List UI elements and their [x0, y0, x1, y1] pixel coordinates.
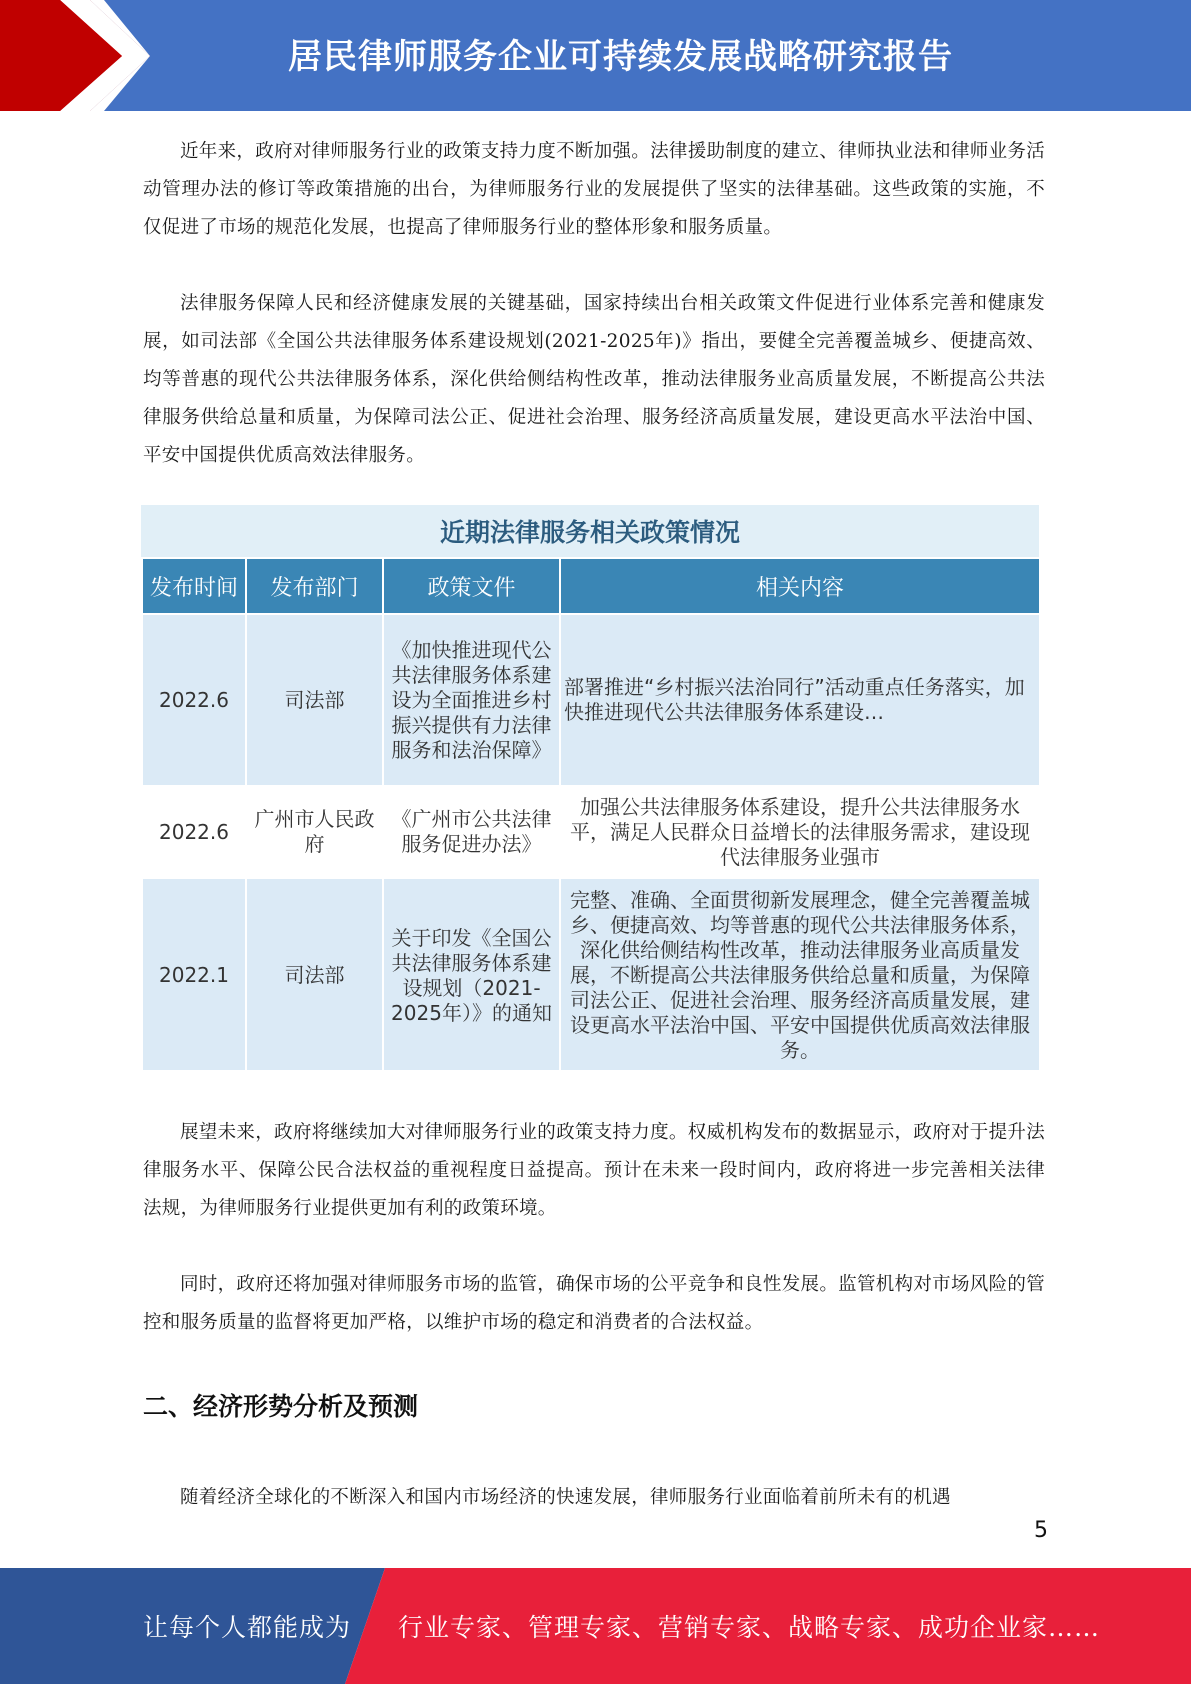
paragraph-block-3	[143, 1114, 1045, 1228]
policy-table-header-row	[142, 558, 1039, 614]
paragraph-5: 随着经济全球化的不断深入和国内市场经济的快速发展，律师服务行业面临着前所未有的机遇	[180, 1487, 951, 1508]
header-title: 居民律师服务企业可持续发展战略研究报告	[288, 36, 953, 77]
cell-content: 完整、准确、全面贯彻新发展理念，健全完善覆盖城乡、便捷高效、均等普惠的现代公共法律服务体系，深化供给侧结构性改革，推动法律服务业高质量发展，不断提高公共法律服务供给总量和质量，为保障司法公正、促进社会治理、服务经济高质量发展，建设更高水平法治中国、平安中国提供优质高效法律服务。	[560, 878, 1039, 1070]
paragraph-block-2	[143, 285, 1045, 475]
cell-doc: 关于印发《全国公共法律服务体系建设规划（2021-2025年）》的通知	[383, 878, 560, 1070]
footer-slogan-left: 让每个人都能成为	[143, 1613, 352, 1642]
cell-date: 2022.1	[142, 878, 246, 1070]
policy-table-figure	[141, 505, 1039, 1070]
cell-dept: 司法部	[246, 614, 383, 786]
cell-doc: 《广州市公共法律服务促进办法》	[383, 786, 560, 878]
column-header-content: 相关内容	[560, 558, 1039, 614]
paragraph-block-1	[143, 133, 1045, 247]
cell-doc: 《加快推进现代公共法律服务体系建设为全面推进乡村振兴提供有力法律服务和法治保障》	[383, 614, 560, 786]
paragraph-2: 法律服务保障人民和经济健康发展的关键基础，国家持续出台相关政策文件促进行业体系完善和健康发展，如司法部《全国公共法律服务体系建设规划(2021-2025年)》指出，要健全完善覆盖城乡、便捷高效、均等普惠的现代公共法律服务体系，深化供给侧结构性改革，推动法律服务业高质量发展，不断提高公共法律服务供给总量和质量，为保障司法公正、促进社会治理、服务经济高质量发展，建设更高水平法治中国、平安中国提供优质高效法律服务。	[143, 293, 1045, 466]
table-row	[142, 878, 1039, 1070]
cell-content: 部署推进“乡村振兴法治同行”活动重点任务落实，加快推进现代公共法律服务体系建设…	[560, 614, 1039, 786]
page-header	[0, 0, 1191, 111]
cell-dept: 广州市人民政府	[246, 786, 383, 878]
table-row	[142, 614, 1039, 786]
cell-date: 2022.6	[142, 786, 246, 878]
policy-table	[141, 557, 1039, 1070]
table-row	[142, 786, 1039, 878]
paragraph-4: 同时，政府还将加强对律师服务市场的监管，确保市场的公平竞争和良性发展。监管机构对市场风险的管控和服务质量的监督将更加严格，以维护市场的稳定和消费者的合法权益。	[143, 1274, 1045, 1333]
column-header-doc: 政策文件	[383, 558, 560, 614]
cell-dept: 司法部	[246, 878, 383, 1070]
column-header-dept: 发布部门	[246, 558, 383, 614]
page-number: 5	[1034, 1518, 1048, 1543]
paragraph-1: 近年来，政府对律师服务行业的政策支持力度不断加强。法律援助制度的建立、律师执业法和律师业务活动管理办法的修订等政策措施的出台，为律师服务行业的发展提供了坚实的法律基础。这些政策的实施，不仅促进了市场的规范化发展，也提高了律师服务行业的整体形象和服务质量。	[143, 141, 1045, 238]
paragraph-block-5	[143, 1479, 1045, 1517]
paragraph-block-4	[143, 1266, 1045, 1342]
footer-slogan-right: 行业专家、管理专家、营销专家、战略专家、成功企业家……	[398, 1613, 1101, 1642]
column-header-date: 发布时间	[142, 558, 246, 614]
page-footer	[0, 1568, 1191, 1684]
section-heading: 二、经济形势分析及预测	[143, 1392, 419, 1421]
policy-table-title: 近期法律服务相关政策情况	[439, 518, 740, 547]
cell-date: 2022.6	[142, 614, 246, 786]
paragraph-3: 展望未来，政府将继续加大对律师服务行业的政策支持力度。权威机构发布的数据显示，政府对于提升法律服务水平、保障公民合法权益的重视程度日益提高。预计在未来一段时间内，政府将进一步完善相关法律法规，为律师服务行业提供更加有利的政策环境。	[143, 1122, 1045, 1219]
cell-content: 加强公共法律服务体系建设，提升公共法律服务水平，满足人民群众日益增长的法律服务需求，建设现代法律服务业强市	[560, 786, 1039, 878]
